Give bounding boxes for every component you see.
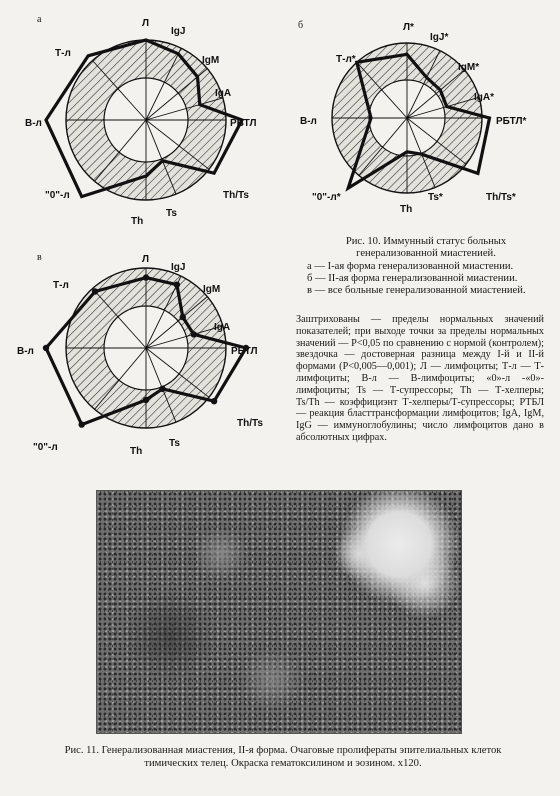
axis-label-igj: IgJ [171, 262, 186, 273]
panel-letter-b: б [298, 20, 304, 31]
axis-label-th: Th [131, 216, 144, 227]
axis-label-igj: IgJ* [430, 32, 449, 43]
axis-label-rbtl: РБТЛ [230, 118, 257, 129]
axis-label-zero-l: "0"-л [45, 190, 70, 201]
data-point [143, 397, 149, 403]
axis-label-ts: Ts [169, 438, 180, 449]
caption-legend [307, 261, 545, 297]
data-point [43, 345, 49, 351]
axis-label-rbtl: РБТЛ* [496, 116, 527, 127]
radar-diagram-a [15, 12, 285, 232]
legend-a: а — I-ая форма генерализованной миастении. [307, 261, 514, 272]
axis-label-t-l: Т-л [53, 280, 69, 291]
axis-label-b-l: В-л [300, 116, 317, 127]
axis-label-th-ts: Th/Ts [237, 418, 263, 429]
axis-label-b-l: В-л [25, 118, 42, 129]
axis-label-igm: IgM [202, 55, 220, 66]
data-point [143, 274, 149, 280]
radar-diagram-c [15, 254, 285, 476]
panel-letter-a: а [37, 14, 42, 25]
axis-label-th-ts: Th/Ts* [486, 192, 516, 203]
axis-label-l: Л [142, 18, 150, 29]
legend-c: в — все больные генерализованной миастенией. [307, 285, 526, 296]
data-point [92, 288, 98, 294]
axis-label-l: Л* [403, 22, 414, 33]
axis-label-iga: IgA [214, 322, 231, 333]
axis-label-ts: Ts [166, 208, 177, 219]
axis-label-iga: IgA* [474, 92, 494, 103]
radar-diagram-b [300, 14, 550, 224]
axis-label-t-l: Т-л* [336, 54, 356, 65]
axis-label-iga: IgA [215, 88, 232, 99]
caption-title-line-1: Рис. 10. Иммунный статус больных [345, 236, 507, 247]
data-point [191, 331, 197, 337]
axis-label-ts: Ts* [428, 192, 443, 203]
axis-label-zero-l: "0"-л [33, 442, 58, 453]
data-point [180, 314, 186, 320]
caption-title-line-2: генерализованной миастенией. [356, 248, 496, 259]
histology-micrograph [96, 490, 462, 734]
data-point [159, 386, 165, 392]
axis-label-rbtl: РБТЛ [231, 346, 258, 357]
legend-b: б — II-ая форма генерализованной миастении. [307, 273, 518, 284]
axis-label-zero-l: "0"-л* [312, 192, 341, 203]
axis-label-th: Th [130, 446, 143, 457]
axis-label-igj: IgJ [171, 26, 186, 37]
figure-11-caption: Рис. 11. Генерализованная миастения, II-я форма. Очаговые пролифераты эпителиальных клеток тимических телец. Окраска гематоксилином и эозином. x120. [64, 745, 502, 769]
data-point [79, 421, 85, 427]
axis-label-th-ts: Th/Ts [223, 190, 249, 201]
axis-label-b-l: В-л [17, 346, 34, 357]
axis-label-t-l: Т-л [55, 48, 71, 59]
axis-label-th: Th [400, 204, 413, 215]
axis-label-igm: IgM* [458, 62, 480, 73]
abbreviation-notes: Заштрихованы — пределы нормальных значений показателей; при выходе точки за пределы нормальных значений — Р<0,05 по сравнению с нормой (контролем); звездочка — достоверная разница между I-й и II-й формами (Р<0,005—0,001); Л — лимфоциты; Т-л — Т-лимфоциты; В-л — В-лимфоциты; «0»-л -«0»-лимфоциты; Ts — Т-супрессоры; Th — Т-хелперы; Ts/Th — коэффициэнт Т-хелперы/Т-супрессоры; РТБЛ — реакция бласттрансформации лимфоцитов; IgA, IgM, IgG — иммуноглобулины; число лимфоцитов дано в абсолютных цифрах. [296, 314, 544, 443]
data-point [211, 398, 217, 404]
axis-label-l: Л [142, 254, 150, 265]
panel-letter-c: в [37, 252, 42, 263]
data-point [174, 282, 180, 288]
axis-label-igm: IgM [203, 284, 221, 295]
figure-10-caption [307, 236, 545, 297]
